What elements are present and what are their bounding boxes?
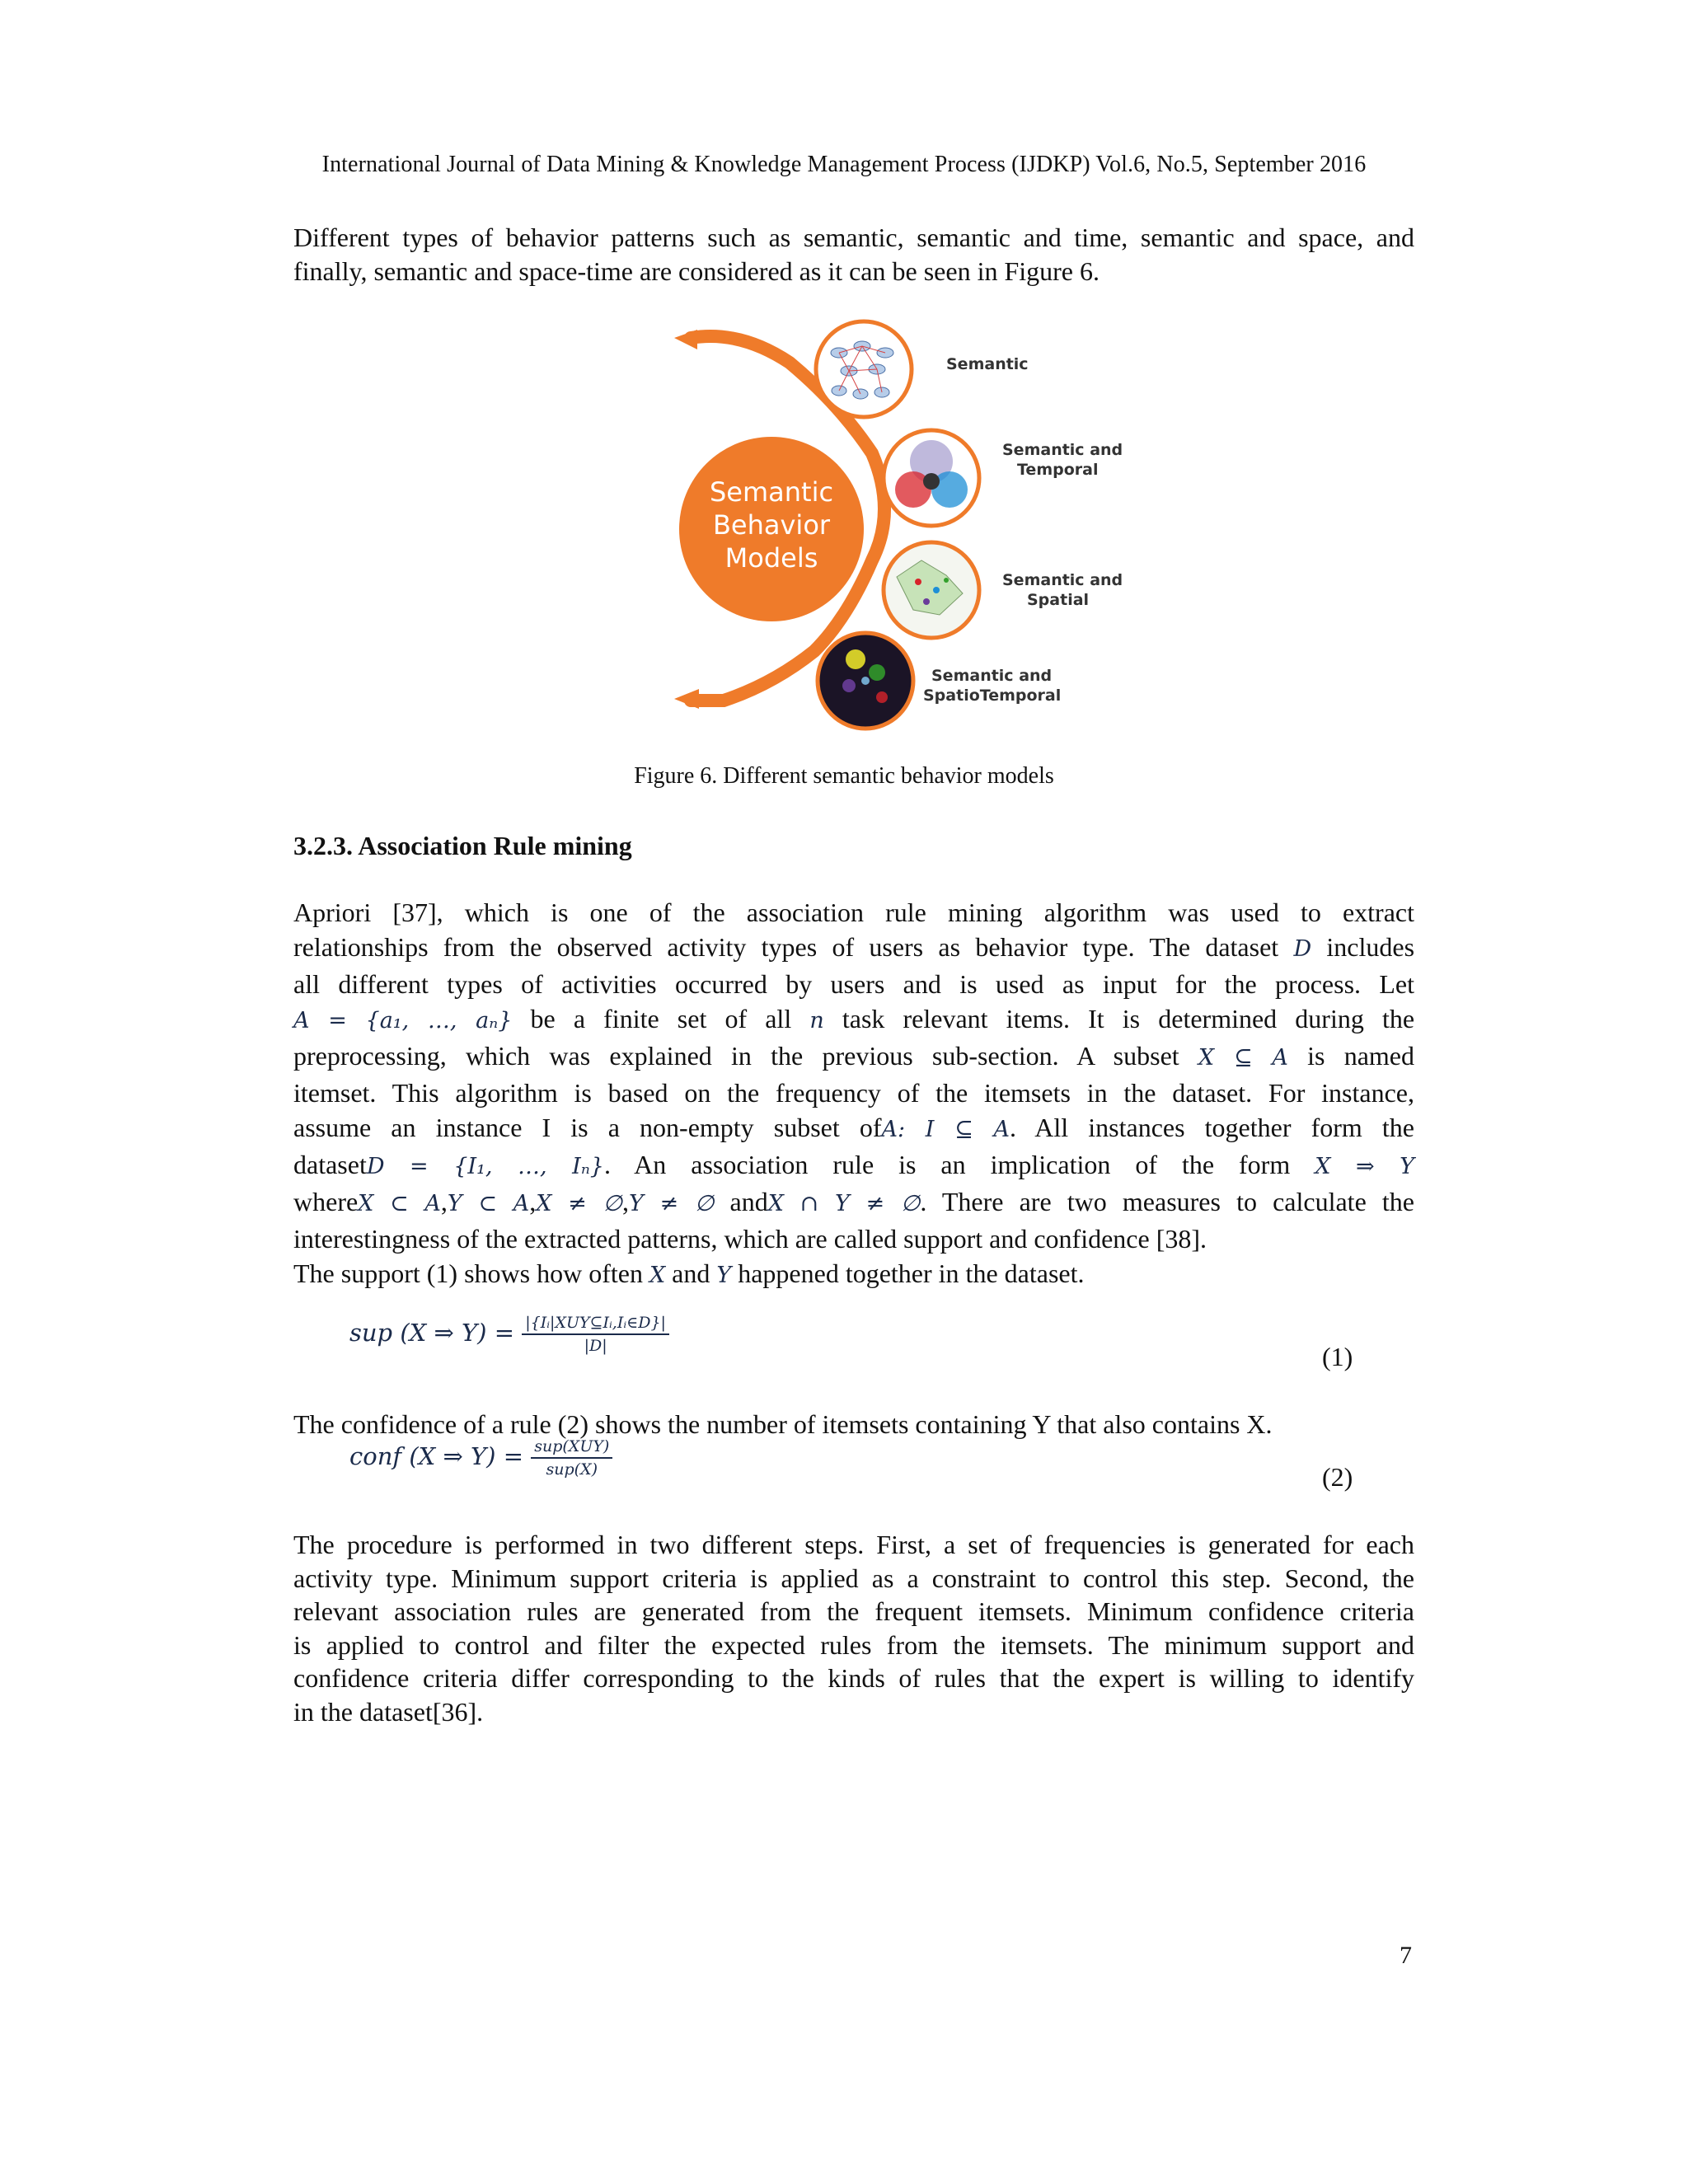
eq2-number: (2) <box>1322 1462 1353 1492</box>
math-x-subset: X ⊂ A <box>358 1191 441 1216</box>
apriori-l7-b: . All instances together form the <box>1009 1113 1414 1142</box>
center-line-3: Models <box>724 542 818 574</box>
label-temporal-1: Semantic and <box>1002 441 1123 459</box>
semantic-spatial-circle <box>884 542 979 638</box>
apriori-l11-and: and <box>672 1258 710 1288</box>
page-number: 7 <box>1400 1942 1412 1969</box>
math-x-nonempty: X ≠ ∅ <box>536 1191 623 1216</box>
apriori-line-1: Apriori [37], which is one of the association rule mining algorithm was used to extract <box>293 898 1414 927</box>
math-dataset: D = {I₁, …, Iₙ} <box>366 1154 604 1179</box>
center-line-2: Behavior <box>712 509 831 541</box>
semantic-behavior-models-figure <box>674 313 1123 742</box>
apriori-l9-a: where <box>293 1187 359 1216</box>
arrow-tab-bottom <box>674 689 699 709</box>
apriori-line-7 <box>293 1110 1414 1147</box>
math-Y: Y <box>716 1263 732 1288</box>
apriori-line-4 <box>293 1001 1414 1038</box>
apriori-l8-a: dataset <box>293 1150 367 1179</box>
math-D: D <box>1293 936 1312 962</box>
apriori-line-6: itemset. This algorithm is based on the frequency of the itemsets in the dataset. For instance, <box>293 1078 1414 1108</box>
apriori-l8-b: . An association rule is an implication of the form <box>603 1150 1291 1179</box>
figure-caption: Figure 6. Different semantic behavior models <box>634 763 1054 789</box>
apriori-line-2 <box>293 930 1414 967</box>
procedure-line-6: in the dataset[36]. <box>293 1696 484 1727</box>
semantic-spatiotemporal-circle <box>818 633 913 729</box>
math-set-A: A = {a₁, …, aₙ} <box>293 1008 513 1033</box>
math-n: n <box>809 1008 824 1033</box>
procedure-line-4: is applied to control and filter the expected rules from the itemsets. The minimum support and <box>293 1629 1414 1660</box>
confidence-sentence: The confidence of a rule (2) shows the number of itemsets containing Y that also contains X. <box>293 1409 1273 1439</box>
equation-confidence <box>349 1437 612 1479</box>
eq1-number: (1) <box>1322 1342 1353 1371</box>
section-title: 3.2.3. Association Rule mining <box>293 831 632 860</box>
math-y-nonempty: Y ≠ ∅ <box>629 1191 715 1216</box>
apriori-l4-a: be a finite set of all <box>530 1004 792 1033</box>
apriori-l2-a: relationships from the observed activity types of users as behavior type. The dataset <box>293 932 1279 962</box>
math-implication: X ⇒ Y <box>1315 1154 1414 1179</box>
eq1-denominator: |D| <box>584 1337 607 1355</box>
apriori-line-8 <box>293 1147 1414 1184</box>
math-instance: A: I ⊆ A <box>881 1117 1010 1142</box>
apriori-line-5 <box>293 1038 1414 1076</box>
apriori-l11-a: The support (1) shows how often <box>293 1258 643 1288</box>
intro-line-1: Different types of behavior patterns such as semantic, semantic and time, semantic and space, and <box>293 223 1414 252</box>
procedure-line-5: confidence criteria differ corresponding to the kinds of rules that the expert is willing to identify <box>293 1663 1414 1693</box>
intro-paragraph <box>293 221 1414 288</box>
label-spatiotemporal-2: SpatioTemporal <box>923 687 1062 705</box>
label-semantic: Semantic <box>946 355 1029 373</box>
semantic-network-circle <box>816 321 912 417</box>
apriori-l5-a: preprocessing, which was explained in the previous sub-section. A subset <box>293 1041 1179 1071</box>
math-X: X <box>649 1263 666 1288</box>
procedure-line-2: activity type. Minimum support criteria is applied as a constraint to control this step. Second, the <box>293 1563 1414 1593</box>
label-spatiotemporal-1: Semantic and <box>931 667 1053 685</box>
math-intersection: X ∩ Y ≠ ∅ <box>767 1191 921 1216</box>
label-temporal-2: Temporal <box>1017 461 1099 479</box>
eq2-lhs: conf (X ⇒ Y) = <box>349 1442 524 1470</box>
eq2-denominator: sup(X) <box>546 1460 598 1479</box>
procedure-line-1: The procedure is performed in two different steps. First, a set of frequencies is generated for each <box>293 1530 1414 1559</box>
apriori-line-3: all different types of activities occurred by users and is used as input for the process. Let <box>293 969 1414 999</box>
eq2-fraction <box>531 1437 612 1479</box>
intro-line-2: finally, semantic and space-time are considered as it can be seen in Figure 6. <box>293 255 1100 286</box>
arrow-tab-top <box>674 330 697 349</box>
math-subset: X ⊆ A <box>1198 1045 1288 1071</box>
apriori-l2-b: includes <box>1326 932 1415 962</box>
apriori-l4-b: task relevant items. It is determined during the <box>842 1004 1415 1033</box>
journal-header: International Journal of Data Mining & Knowledge Management Process (IJDKP) Vol.6, No.5, September 2016 <box>321 152 1367 177</box>
label-spatial-1: Semantic and <box>1002 571 1123 589</box>
eq2-numerator: sup(XUY) <box>531 1437 612 1459</box>
eq1-lhs: sup (X ⇒ Y) = <box>349 1319 515 1347</box>
equation-support <box>349 1314 669 1355</box>
procedure-line-3: relevant association rules are generated from the frequent itemsets. Minimum confidence criteria <box>293 1596 1414 1626</box>
apriori-paragraph <box>293 895 1414 1293</box>
apriori-line-11 <box>293 1256 1414 1293</box>
apriori-l5-b: is named <box>1307 1041 1415 1071</box>
eq1-numerator: |{Iᵢ|XUY⊆Iᵢ,Iᵢ∈D}| <box>522 1314 669 1335</box>
apriori-l9-and: and <box>729 1187 768 1216</box>
center-line-1: Semantic <box>709 476 834 508</box>
apriori-l9-b: . There are two measures to calculate the <box>920 1187 1414 1216</box>
procedure-paragraph <box>293 1528 1414 1728</box>
apriori-line-9: whereX ⊂ A,Y ⊂ A,X ≠ ∅,Y ≠ ∅ andX ∩ Y ≠ ∅. There are two measures to calculate the <box>293 1187 1414 1216</box>
eq1-fraction <box>522 1314 669 1355</box>
semantic-temporal-circle <box>884 430 979 526</box>
apriori-line-10: interestingness of the extracted patterns, which are called support and confidence [38]. <box>293 1224 1207 1254</box>
label-spatial-2: Spatial <box>1027 591 1090 609</box>
apriori-l7-a: assume an instance I is a non-empty subset of <box>293 1113 882 1142</box>
math-y-subset: Y ⊂ A <box>447 1191 530 1216</box>
apriori-l11-b: happened together in the dataset. <box>738 1258 1085 1288</box>
